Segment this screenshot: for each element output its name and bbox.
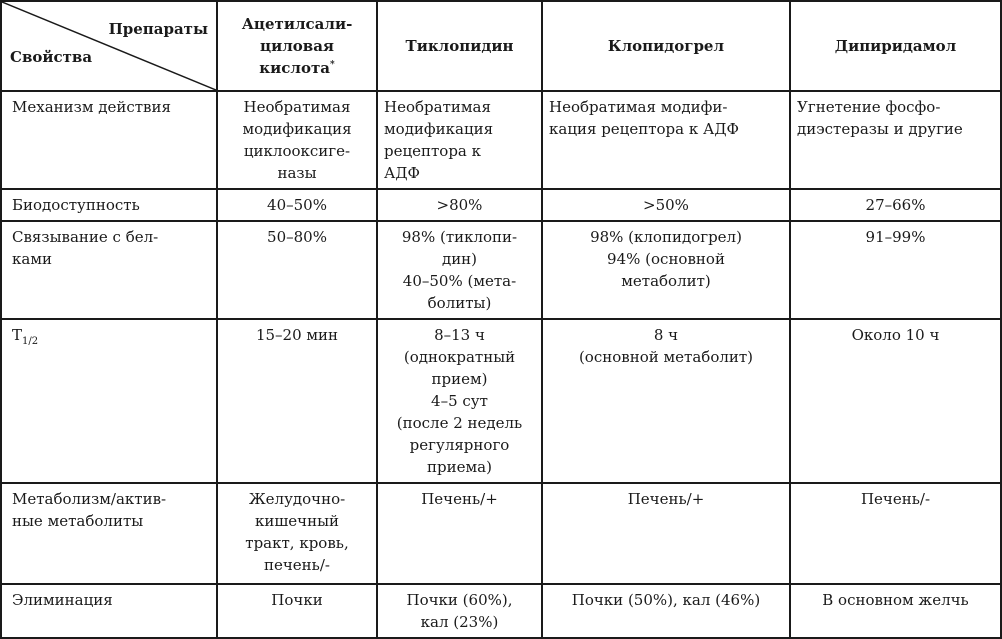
table-row (1, 483, 1001, 584)
dipyridamole-cell: Около 10 ч (790, 319, 1001, 483)
col-header-clopidogrel: Клопидогрел (542, 1, 790, 91)
table-row (1, 584, 1001, 638)
clopidogrel-cell: Необратимая модифи- кация рецептора к АДФ (542, 91, 790, 189)
clopidogrel-cell: 8 ч (основной метаболит) (542, 319, 790, 483)
half-life-subscript: 1/2 (22, 336, 39, 347)
corner-properties-label: Свойства (10, 48, 93, 66)
clopidogrel-cell: Почки (50%), кал (46%) (542, 584, 790, 638)
ticlopidine-cell: >80% (377, 189, 542, 221)
aspirin-cell: Почки (217, 584, 377, 638)
aspirin-cell: 15–20 мин (217, 319, 377, 483)
clopidogrel-cell: Печень/+ (542, 483, 790, 584)
property-cell: Механизм действия (1, 91, 217, 189)
aspirin-cell: 50–80% (217, 221, 377, 319)
dipyridamole-cell: 27–66% (790, 189, 1001, 221)
header-row (1, 1, 1001, 91)
col-header-aspirin (217, 1, 377, 91)
corner-drugs-label: Препараты (108, 20, 208, 38)
ticlopidine-cell: Необратимая модификация рецептора к АДФ (377, 91, 542, 189)
property-cell (1, 319, 217, 483)
ticlopidine-cell: Печень/+ (377, 483, 542, 584)
property-cell: Биодоступность (1, 189, 217, 221)
ticlopidine-cell: Почки (60%), кал (23%) (377, 584, 542, 638)
ticlopidine-cell: 8–13 ч (однократный прием) 4–5 сут (после 2 недель регулярного приема) (377, 319, 542, 483)
col-header-dipyridamole: Дипиридамол (790, 1, 1001, 91)
half-life-symbol: T (12, 326, 23, 344)
clopidogrel-cell: 98% (клопидогрел) 94% (основной метаболит) (542, 221, 790, 319)
corner-header (1, 1, 217, 91)
aspirin-cell: Желудочно- кишечный тракт, кровь, печень/- (217, 483, 377, 584)
aspirin-cell: 40–50% (217, 189, 377, 221)
dipyridamole-cell: В основном желчь (790, 584, 1001, 638)
table-row (1, 91, 1001, 189)
property-cell: Связывание с бел- ками (1, 221, 217, 319)
ticlopidine-cell: 98% (тиклопи- дин) 40–50% (мета- болиты) (377, 221, 542, 319)
dipyridamole-cell: 91–99% (790, 221, 1001, 319)
col-header-aspirin-label: Ацетилсали- циловая кислота (241, 15, 353, 77)
dipyridamole-cell: Угнетение фосфо- диэстеразы и другие (790, 91, 1001, 189)
property-cell: Элиминация (1, 584, 217, 638)
table-row (1, 319, 1001, 483)
clopidogrel-cell: >50% (542, 189, 790, 221)
dipyridamole-cell: Печень/- (790, 483, 1001, 584)
table-row (1, 221, 1001, 319)
table-row (1, 189, 1001, 221)
footnote-mark: * (329, 60, 335, 70)
property-cell: Метаболизм/актив- ные метаболиты (1, 483, 217, 584)
aspirin-cell: Необратимая модификация циклооксиге- назы (217, 91, 377, 189)
col-header-ticlopidine: Тиклопидин (377, 1, 542, 91)
